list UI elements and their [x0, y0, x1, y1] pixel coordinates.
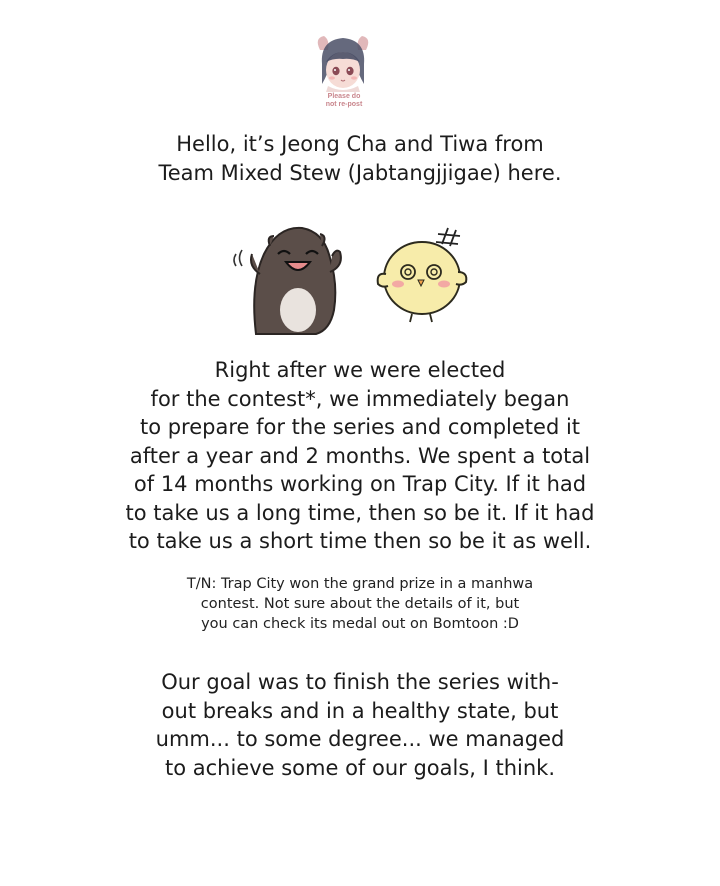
main-line: Right after we were elected — [214, 358, 506, 382]
goal-paragraph — [40, 668, 680, 782]
intro-paragraph — [40, 130, 680, 188]
main-line: to prepare for the series and completed it — [139, 415, 581, 439]
goal-line: umm... to some degree... we managed — [155, 727, 565, 751]
watermark-caption — [316, 93, 372, 109]
translator-note-line: contest. Not sure about the details of it, but — [200, 596, 520, 612]
goal-line: to achieve some of our goals, I think. — [164, 755, 556, 780]
translator-note-line: you can check its medal out on Bomtoon :D — [201, 616, 519, 632]
main-line: for the contest*, we immediately began — [150, 386, 570, 411]
main-paragraph — [40, 356, 680, 556]
intro-line: Team Mixed Stew (Jabtangjjigae) here. — [158, 161, 562, 185]
translator-note-line: T/N: Trap City won the grand prize in a manhwa — [186, 576, 534, 592]
watermark-caption-line: Please do — [327, 93, 361, 100]
main-line: to take us a short time then so be it as well. — [128, 529, 592, 553]
goal-line: out breaks and in a healthy state, but — [161, 698, 559, 723]
intro-line: Hello, it’s Jeong Cha and Tiwa from — [176, 132, 544, 156]
main-line: of 14 months working on Trap City. If it had — [133, 472, 587, 496]
main-line: after a year and 2 months. We spent a total — [129, 443, 591, 468]
goal-line: Our goal was to finish the series with- — [161, 670, 559, 694]
yellow-chick-mascot-icon — [378, 228, 467, 322]
mascots-illustration — [226, 214, 486, 338]
smiling-seal-mascot-icon — [234, 228, 341, 334]
main-line: to take us a long time, then so be it. If it had — [125, 500, 595, 525]
translator-note — [40, 574, 680, 634]
watermark-caption-line: not re-post — [325, 101, 363, 108]
